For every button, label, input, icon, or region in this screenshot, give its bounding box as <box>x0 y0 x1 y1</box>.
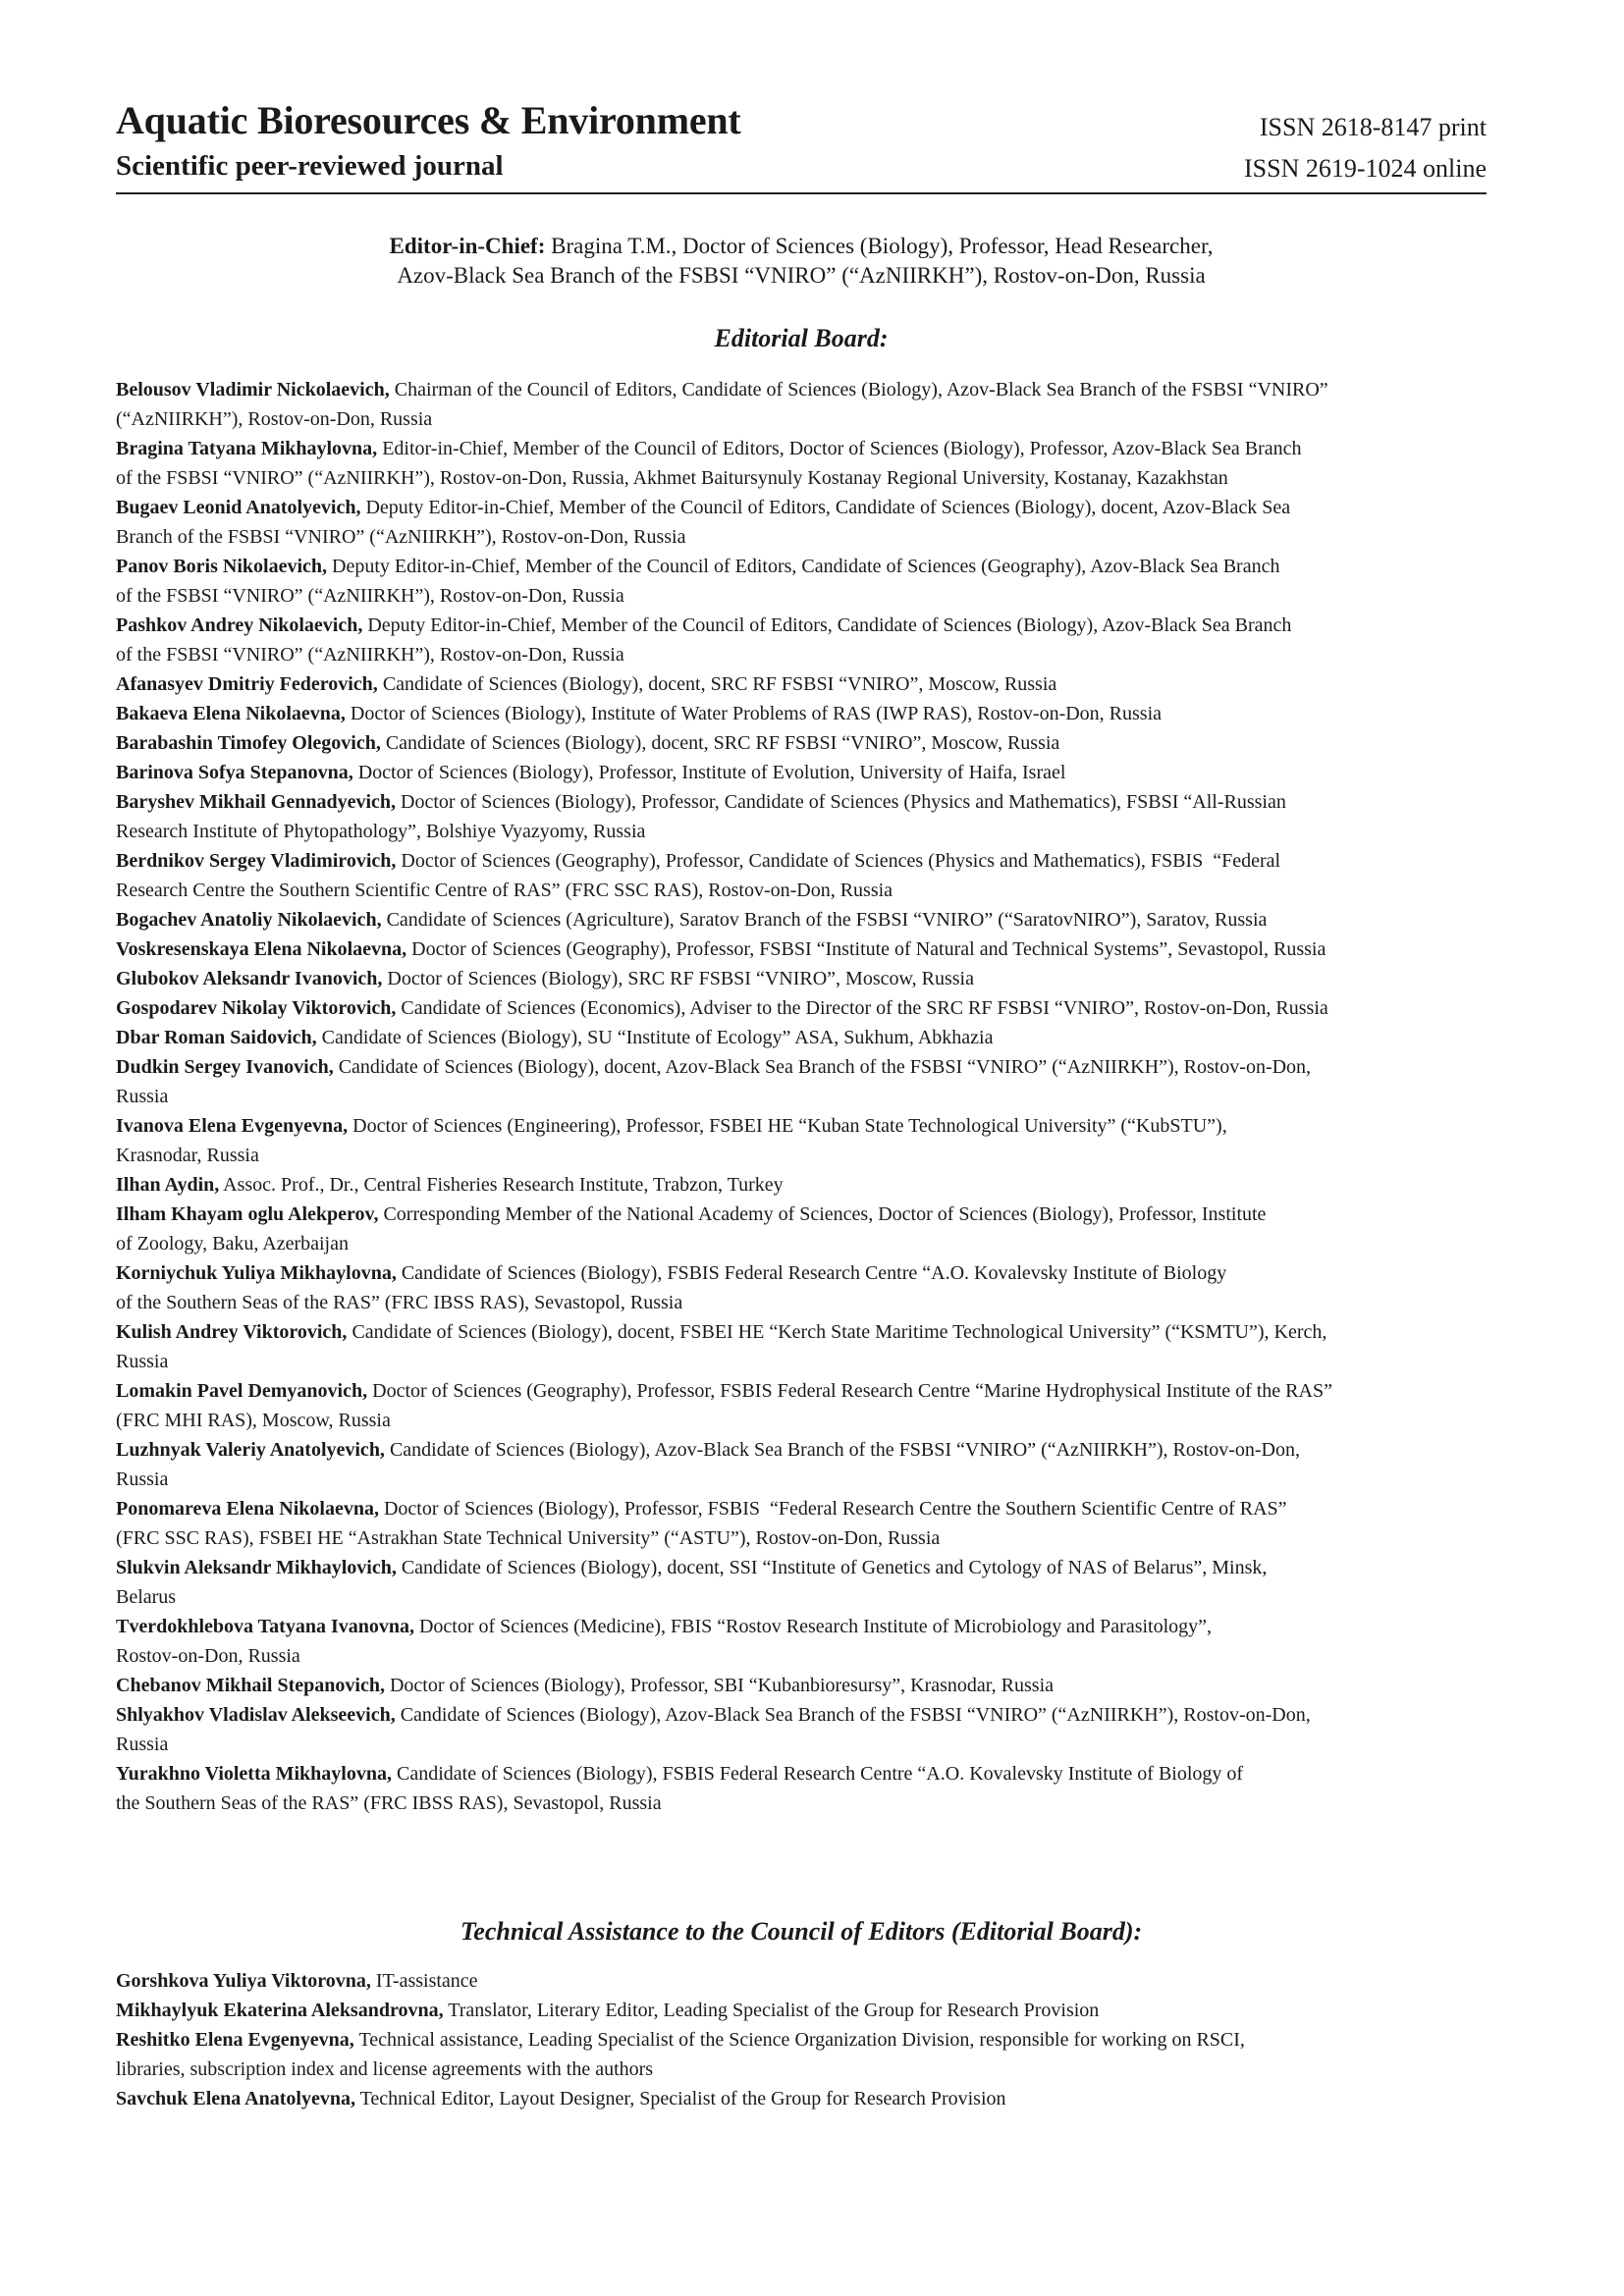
board-member-affiliation: Doctor of Sciences (Geography), Professor, Candidate of Sciences (Physics and Mathematics), FSBIS “Federal <box>401 850 1281 872</box>
board-member-affiliation: Editor-in-Chief, Member of the Council of Editors, Doctor of Sciences (Biology), Professor, Azov-Black Sea Branch <box>382 438 1302 459</box>
board-member-name: Bogachev Anatoliy Nikolaevich, <box>116 909 382 931</box>
board-member-line <box>116 1494 1489 1523</box>
board-member-affiliation: (FRC MHI RAS), Moscow, Russia <box>116 1410 391 1431</box>
board-member-name: Chebanov Mikhail Stepanovich, <box>116 1675 385 1696</box>
board-member-line <box>116 1052 1489 1082</box>
board-member-affiliation: Doctor of Sciences (Biology), Professor, Candidate of Sciences (Physics and Mathematics), FSBSI “All-Russian <box>401 791 1286 813</box>
board-member-affiliation: Candidate of Sciences (Biology), Azov-Black Sea Branch of the FSBSI “VNIRO” (“AzNIIRKH”), Rostov-on-Don, <box>400 1704 1311 1726</box>
board-member <box>116 1671 1489 1700</box>
tech-member <box>116 1966 1489 1996</box>
board-member-affiliation: Rostov-on-Don, Russia <box>116 1645 300 1667</box>
board-member-affiliation: of the Southern Seas of the RAS” (FRC IBSS RAS), Sevastopol, Russia <box>116 1292 683 1313</box>
tech-member-name: Reshitko Elena Evgenyevna, <box>116 2029 354 2051</box>
board-member-name: Dudkin Sergey Ivanovich, <box>116 1056 334 1078</box>
board-member-name: Bragina Tatyana Mikhaylovna, <box>116 438 378 459</box>
board-member-affiliation: Doctor of Sciences (Biology), Professor, FSBIS “Federal Research Centre the Southern Scientific Centre of RAS” <box>383 1498 1287 1520</box>
journal-header <box>116 98 1487 194</box>
board-member-affiliation: Doctor of Sciences (Biology), SRC RF FSBSI “VNIRO”, Moscow, Russia <box>387 968 974 989</box>
technical-assistance-list <box>116 1966 1489 2113</box>
board-member-name: Bakaeva Elena Nikolaevna, <box>116 703 346 724</box>
board-member-line <box>116 1671 1489 1700</box>
board-member-line <box>116 905 1489 934</box>
issn-print: ISSN 2618-8147 print <box>1259 113 1487 141</box>
board-member-affiliation: Candidate of Sciences (Biology), docent, FSBEI HE “Kerch State Maritime Technological University” (“KSMTU”), Kerch, <box>352 1321 1327 1343</box>
board-member <box>116 993 1489 1023</box>
board-member-line <box>116 1141 1489 1170</box>
tech-member-name: Savchuk Elena Anatolyevna, <box>116 2088 355 2109</box>
board-member-affiliation: Corresponding Member of the National Academy of Sciences, Doctor of Sciences (Biology), Professor, Institute <box>383 1203 1267 1225</box>
board-member-affiliation: Research Institute of Phytopathology”, Bolshiye Vyazyomy, Russia <box>116 821 646 842</box>
board-member <box>116 787 1489 846</box>
board-member <box>116 493 1489 552</box>
board-member-line <box>116 787 1489 817</box>
board-member-line <box>116 846 1489 876</box>
board-member-line <box>116 964 1489 993</box>
board-member-name: Luzhnyak Valeriy Anatolyevich, <box>116 1439 385 1461</box>
board-member-name: Berdnikov Sergey Vladimirovich, <box>116 850 397 872</box>
editor-in-chief-line-2: Azov-Black Sea Branch of the FSBSI “VNIRO” (“AzNIIRKH”), Rostov-on-Don, Russia <box>397 263 1206 288</box>
board-member-affiliation: Deputy Editor-in-Chief, Member of the Council of Editors, Candidate of Sciences (Biology), docent, Azov-Black Sea <box>365 497 1291 518</box>
board-member-affiliation: Doctor of Sciences (Biology), Professor, Institute of Evolution, University of Haifa, Israel <box>357 762 1066 783</box>
board-member-name: Baryshev Mikhail Gennadyevich, <box>116 791 397 813</box>
tech-member-line <box>116 2055 1489 2084</box>
board-member-affiliation: Candidate of Sciences (Biology), Azov-Black Sea Branch of the FSBSI “VNIRO” (“AzNIIRKH”), Rostov-on-Don, <box>389 1439 1300 1461</box>
board-member <box>116 699 1489 728</box>
board-member <box>116 1200 1489 1258</box>
board-member-affiliation: Doctor of Sciences (Medicine), FBIS “Rostov Research Institute of Microbiology and Parasitology”, <box>418 1616 1213 1637</box>
board-member-line <box>116 493 1489 522</box>
board-member <box>116 1435 1489 1494</box>
board-member-affiliation: Candidate of Sciences (Biology), FSBIS Federal Research Centre “A.O. Kovalevsky Institute of Biology of <box>397 1763 1244 1785</box>
editor-in-chief-line-1 <box>116 232 1487 261</box>
tech-member-affiliation: Translator, Literary Editor, Leading Specialist of the Group for Research Provision <box>448 2000 1100 2021</box>
board-member-line <box>116 1582 1489 1612</box>
board-member-line <box>116 463 1489 493</box>
board-member-line <box>116 404 1489 434</box>
board-member-line <box>116 1170 1489 1200</box>
board-member-affiliation: Candidate of Sciences (Biology), SU “Institute of Ecology” ASA, Sukhum, Abkhazia <box>321 1027 994 1048</box>
board-member-name: Barinova Sofya Stepanovna, <box>116 762 353 783</box>
board-member-affiliation: Russia <box>116 1734 169 1755</box>
board-member-affiliation: Doctor of Sciences (Biology), Professor, SBI “Kubanbioresursy”, Krasnodar, Russia <box>389 1675 1054 1696</box>
board-member-line <box>116 1641 1489 1671</box>
board-member-affiliation: of the FSBSI “VNIRO” (“AzNIIRKH”), Rostov-on-Don, Russia <box>116 644 624 666</box>
board-member <box>116 1317 1489 1376</box>
tech-member-affiliation: IT-assistance <box>375 1970 478 1992</box>
board-member-line <box>116 1759 1489 1789</box>
board-member <box>116 846 1489 905</box>
board-member-affiliation: Doctor of Sciences (Biology), Institute of Water Problems of RAS (IWP RAS), Rostov-on-Don, Russia <box>350 703 1163 724</box>
tech-member-line <box>116 1996 1489 2025</box>
board-member-line <box>116 758 1489 787</box>
board-member <box>116 552 1489 611</box>
tech-member-line <box>116 1966 1489 1996</box>
board-member-name: Afanasyev Dmitriy Federovich, <box>116 673 378 695</box>
board-member-name: Ivanova Elena Evgenyevna, <box>116 1115 349 1137</box>
board-member-affiliation: Assoc. Prof., Dr., Central Fisheries Research Institute, Trabzon, Turkey <box>223 1174 784 1196</box>
board-member-line <box>116 1288 1489 1317</box>
board-member-line <box>116 375 1489 404</box>
board-member-line <box>116 1789 1489 1818</box>
tech-member <box>116 2084 1489 2113</box>
board-member-line <box>116 1347 1489 1376</box>
board-member-affiliation: Deputy Editor-in-Chief, Member of the Council of Editors, Candidate of Sciences (Geography), Azov-Black Sea Branch <box>332 556 1280 577</box>
editorial-board-heading: Editorial Board: <box>714 324 889 352</box>
board-member-affiliation: Branch of the FSBSI “VNIRO” (“AzNIIRKH”), Rostov-on-Don, Russia <box>116 526 686 548</box>
board-member-affiliation: Candidate of Sciences (Economics), Adviser to the Director of the SRC RF FSBSI “VNIRO”, Rostov-on-Don, Russia <box>401 997 1328 1019</box>
board-member-affiliation: (“AzNIIRKH”), Rostov-on-Don, Russia <box>116 408 433 430</box>
board-member-line <box>116 699 1489 728</box>
board-member-line <box>116 611 1489 640</box>
board-member-line <box>116 434 1489 463</box>
board-member-name: Barabashin Timofey Olegovich, <box>116 732 381 754</box>
board-member-affiliation: of Zoology, Baku, Azerbaijan <box>116 1233 349 1255</box>
editor-in-chief-block <box>116 232 1487 291</box>
board-member-affiliation: the Southern Seas of the RAS” (FRC IBSS RAS), Sevastopol, Russia <box>116 1792 662 1814</box>
tech-member <box>116 1996 1489 2025</box>
board-member-line <box>116 876 1489 905</box>
board-member-affiliation: (FRC SSC RAS), FSBEI HE “Astrakhan State Technical University” (“ASTU”), Rostov-on-Don, Russia <box>116 1527 941 1549</box>
tech-member <box>116 2025 1489 2084</box>
board-member <box>116 728 1489 758</box>
board-member-affiliation: Candidate of Sciences (Biology), docent, SRC RF FSBSI “VNIRO”, Moscow, Russia <box>382 673 1057 695</box>
board-member-line <box>116 669 1489 699</box>
board-member-line <box>116 1200 1489 1229</box>
board-member-line <box>116 817 1489 846</box>
technical-assistance-heading: Technical Assistance to the Council of Editors (Editorial Board): <box>460 1917 1143 1946</box>
board-member-line <box>116 1553 1489 1582</box>
board-member-affiliation: Candidate of Sciences (Biology), docent, SSI “Institute of Genetics and Cytology of NAS of Belarus”, Minsk, <box>401 1557 1268 1578</box>
board-member-line <box>116 640 1489 669</box>
board-member-line <box>116 1317 1489 1347</box>
board-member-name: Ilhan Aydin, <box>116 1174 220 1196</box>
board-member <box>116 964 1489 993</box>
board-member-name: Dbar Roman Saidovich, <box>116 1027 317 1048</box>
board-member <box>116 1258 1489 1317</box>
board-member-line <box>116 1406 1489 1435</box>
board-member-affiliation: Doctor of Sciences (Geography), Professor, FSBIS Federal Research Centre “Marine Hydrophysical Institute of the RAS” <box>372 1380 1332 1402</box>
board-member <box>116 1700 1489 1759</box>
board-member-affiliation: Doctor of Sciences (Geography), Professor, FSBSI “Institute of Natural and Technical Systems”, Sevastopol, Russia <box>411 938 1326 960</box>
board-member-affiliation: Doctor of Sciences (Engineering), Professor, FSBEI HE “Kuban State Technological University” (“KubSTU”), <box>352 1115 1227 1137</box>
tech-member-name: Mikhaylyuk Ekaterina Aleksandrovna, <box>116 2000 444 2021</box>
board-member-affiliation: of the FSBSI “VNIRO” (“AzNIIRKH”), Rostov-on-Don, Russia, Akhmet Baitursynuly Kostanay Regional University, Kostanay, Kazakhstan <box>116 467 1228 489</box>
editor-in-chief-details: Bragina T.M., Doctor of Sciences (Biology), Professor, Head Researcher, <box>551 234 1214 258</box>
board-member <box>116 434 1489 493</box>
board-member-line <box>116 1700 1489 1730</box>
board-member-affiliation: Candidate of Sciences (Biology), docent, SRC RF FSBSI “VNIRO”, Moscow, Russia <box>385 732 1060 754</box>
board-member-name: Ilham Khayam oglu Alekperov, <box>116 1203 379 1225</box>
tech-member-affiliation: Technical assistance, Leading Specialist of the Science Organization Division, responsible for working on RSCI, <box>358 2029 1245 2051</box>
board-member <box>116 934 1489 964</box>
board-member-name: Tverdokhlebova Tatyana Ivanovna, <box>116 1616 414 1637</box>
editorial-board-list <box>116 375 1489 1818</box>
journal-title: Aquatic Bioresources & Environment <box>116 98 741 142</box>
tech-member-line <box>116 2084 1489 2113</box>
board-member-name: Pashkov Andrey Nikolaevich, <box>116 614 363 636</box>
board-member-line <box>116 1435 1489 1465</box>
board-member <box>116 1553 1489 1612</box>
board-member <box>116 1052 1489 1111</box>
board-member <box>116 1612 1489 1671</box>
board-member <box>116 1111 1489 1170</box>
board-member-affiliation: Belarus <box>116 1586 177 1608</box>
board-member-name: Gospodarev Nikolay Viktorovich, <box>116 997 397 1019</box>
board-member-name: Panov Boris Nikolaevich, <box>116 556 328 577</box>
board-member-line <box>116 552 1489 581</box>
board-member-affiliation: Research Centre the Southern Scientific Centre of RAS” (FRC SSC RAS), Rostov-on-Don, Russia <box>116 880 893 901</box>
board-member-affiliation: of the FSBSI “VNIRO” (“AzNIIRKH”), Rostov-on-Don, Russia <box>116 585 624 607</box>
board-member <box>116 1376 1489 1435</box>
board-member-affiliation: Candidate of Sciences (Biology), docent, Azov-Black Sea Branch of the FSBSI “VNIRO” (“AzNIIRKH”), Rostov-on-Don, <box>338 1056 1312 1078</box>
board-member-affiliation: Russia <box>116 1086 169 1107</box>
board-member <box>116 758 1489 787</box>
board-member-name: Belousov Vladimir Nickolaevich, <box>116 379 390 400</box>
board-member-name: Glubokov Aleksandr Ivanovich, <box>116 968 383 989</box>
board-member-affiliation: Candidate of Sciences (Biology), FSBIS Federal Research Centre “A.O. Kovalevsky Institute of Biology <box>401 1262 1227 1284</box>
board-member-name: Bugaev Leonid Anatolyevich, <box>116 497 361 518</box>
board-member <box>116 611 1489 669</box>
board-member-name: Yurakhno Violetta Mikhaylovna, <box>116 1763 392 1785</box>
board-member-name: Shlyakhov Vladislav Alekseevich, <box>116 1704 396 1726</box>
board-member-line <box>116 1111 1489 1141</box>
issn-online: ISSN 2619-1024 online <box>1244 154 1487 183</box>
editor-in-chief-label: Editor-in-Chief: <box>389 234 546 258</box>
board-member <box>116 1023 1489 1052</box>
board-member-line <box>116 1465 1489 1494</box>
board-member-line <box>116 993 1489 1023</box>
board-member-name: Kulish Andrey Viktorovich, <box>116 1321 348 1343</box>
tech-member-name: Gorshkova Yuliya Viktorovna, <box>116 1970 371 1992</box>
board-member-line <box>116 934 1489 964</box>
board-member-affiliation: Krasnodar, Russia <box>116 1145 259 1166</box>
board-member-affiliation: Candidate of Sciences (Agriculture), Saratov Branch of the FSBSI “VNIRO” (“SaratovNIRO”), Saratov, Russia <box>386 909 1268 931</box>
board-member-line <box>116 1376 1489 1406</box>
board-member-affiliation: Russia <box>116 1351 169 1372</box>
journal-subtitle: Scientific peer-reviewed journal <box>116 150 504 182</box>
board-member-line <box>116 1612 1489 1641</box>
board-member-line <box>116 728 1489 758</box>
board-member-name: Lomakin Pavel Demyanovich, <box>116 1380 368 1402</box>
board-member-line <box>116 1082 1489 1111</box>
board-member <box>116 1170 1489 1200</box>
tech-member-line <box>116 2025 1489 2055</box>
board-member-affiliation: Chairman of the Council of Editors, Candidate of Sciences (Biology), Azov-Black Sea Branch of the FSBSI “VNIRO” <box>394 379 1328 400</box>
tech-member-affiliation: Technical Editor, Layout Designer, Specialist of the Group for Research Provision <box>359 2088 1006 2109</box>
board-member-line <box>116 1730 1489 1759</box>
board-member-line <box>116 1023 1489 1052</box>
board-member-line <box>116 1229 1489 1258</box>
board-member-line <box>116 1258 1489 1288</box>
board-member-affiliation: Russia <box>116 1468 169 1490</box>
board-member <box>116 669 1489 699</box>
board-member-name: Ponomareva Elena Nikolaevna, <box>116 1498 379 1520</box>
board-member-affiliation: Deputy Editor-in-Chief, Member of the Council of Editors, Candidate of Sciences (Biology), Azov-Black Sea Branch <box>367 614 1292 636</box>
board-member-line <box>116 581 1489 611</box>
board-member-line <box>116 1523 1489 1553</box>
board-member-name: Korniychuk Yuliya Mikhaylovna, <box>116 1262 397 1284</box>
board-member <box>116 1759 1489 1818</box>
board-member-name: Slukvin Aleksandr Mikhaylovich, <box>116 1557 397 1578</box>
board-member-name: Voskresenskaya Elena Nikolaevna, <box>116 938 407 960</box>
board-member <box>116 1494 1489 1553</box>
board-member-line <box>116 522 1489 552</box>
tech-member-affiliation: libraries, subscription index and license agreements with the authors <box>116 2058 654 2080</box>
board-member <box>116 905 1489 934</box>
board-member <box>116 375 1489 434</box>
